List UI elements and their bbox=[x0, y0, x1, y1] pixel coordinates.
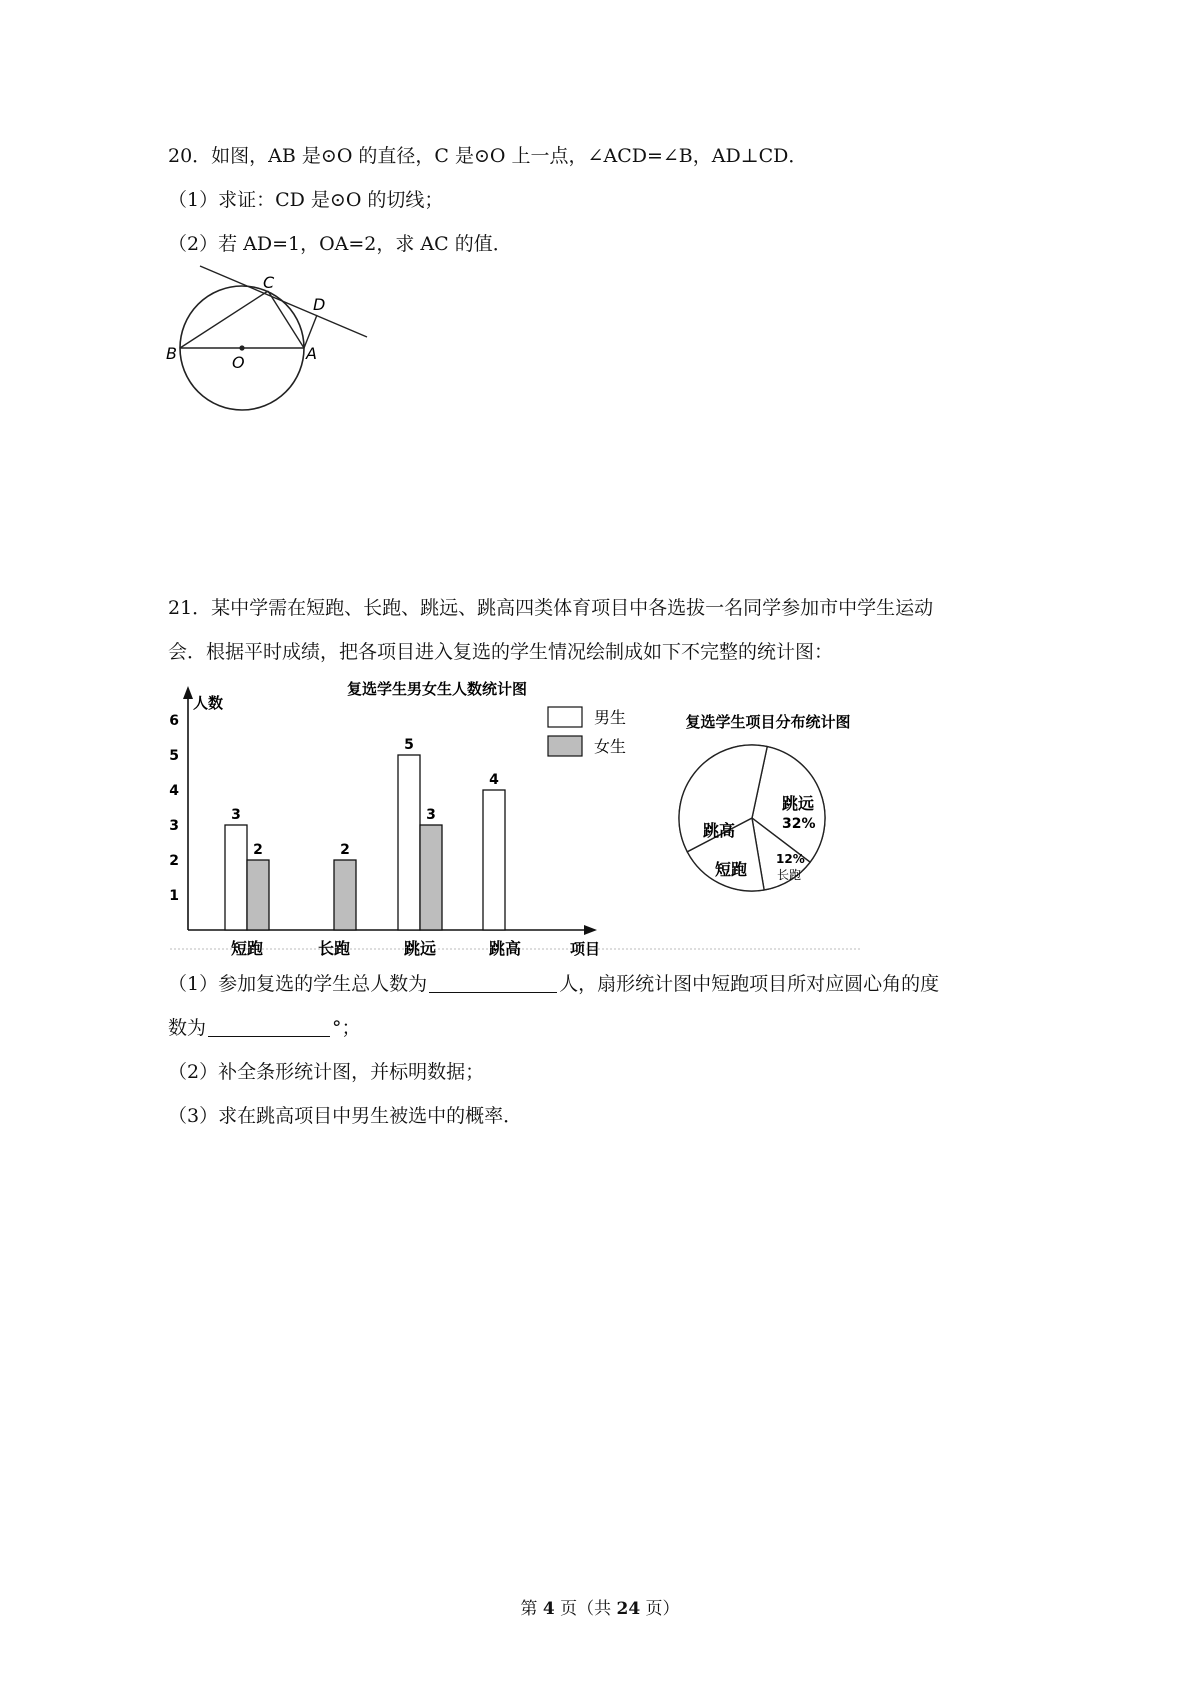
center-dot bbox=[239, 345, 244, 350]
footer-middle: 页（共 bbox=[554, 1599, 617, 1619]
pie-chart-title: 复选学生项目分布统计图 bbox=[685, 713, 851, 731]
bar-女生-长跑 bbox=[334, 860, 356, 930]
q21-part1-line2 bbox=[168, 1015, 361, 1041]
bar-女生-短跑 bbox=[247, 860, 269, 930]
bar-label-男生-短跑: 3 bbox=[231, 807, 241, 823]
x-tick-跳高: 跳高 bbox=[488, 939, 522, 958]
pie-label-长跑: 长跑 bbox=[777, 868, 802, 882]
bar-label-女生-跳远: 3 bbox=[426, 807, 436, 823]
q21-stem-line1: 21．某中学需在短跑、长跑、跳远、跳高四类体育项目中各选拔一名同学参加市中学生运动 bbox=[168, 597, 934, 619]
q21-part1-text-b: 人，扇形统计图中短跑项目所对应圆心角的度 bbox=[559, 973, 940, 995]
q20-part1: （1）求证：CD 是⊙O 的切线； bbox=[168, 189, 444, 211]
bar-label-女生-短跑: 2 bbox=[253, 842, 263, 858]
q21-part1-line1 bbox=[168, 971, 939, 997]
legend-female-label: 女生 bbox=[594, 737, 627, 756]
geometry-figure bbox=[160, 262, 380, 422]
page-footer bbox=[0, 1594, 1200, 1619]
y-tick-3: 3 bbox=[169, 818, 179, 834]
label-o: O bbox=[232, 353, 245, 372]
segment-ac bbox=[268, 291, 304, 348]
x-tick-长跑: 长跑 bbox=[317, 939, 351, 958]
q21-part1-text-d: °； bbox=[332, 1017, 361, 1039]
footer-prefix: 第 bbox=[520, 1599, 543, 1619]
bar-女生-跳远 bbox=[420, 825, 442, 930]
footer-page-number: 4 bbox=[542, 1599, 555, 1619]
answer-blank-angle[interactable] bbox=[208, 1018, 330, 1037]
pie-chart bbox=[670, 705, 870, 905]
legend-male-swatch bbox=[548, 707, 582, 727]
q20-stem: 20．如图，AB 是⊙O 的直径，C 是⊙O 上一点，∠ACD=∠B，AD⊥CD． bbox=[168, 145, 808, 167]
bar-label-男生-跳远: 5 bbox=[404, 737, 414, 753]
footer-total-pages: 24 bbox=[616, 1599, 641, 1619]
x-tick-跳远: 跳远 bbox=[403, 939, 437, 958]
footer-suffix: 页） bbox=[640, 1599, 680, 1619]
label-c: C bbox=[263, 273, 275, 292]
answer-blank-total[interactable] bbox=[429, 974, 557, 993]
y-tick-1: 1 bbox=[169, 888, 179, 904]
label-a: A bbox=[306, 344, 317, 363]
pie-value-长跑: 12% bbox=[776, 852, 805, 866]
legend-male-label: 男生 bbox=[594, 708, 627, 727]
segment-bc bbox=[180, 291, 268, 348]
x-tick-短跑: 短跑 bbox=[230, 939, 264, 958]
q21-part3: （3）求在跳高项目中男生被选中的概率． bbox=[168, 1105, 523, 1127]
q21-part1-text-c: 数为 bbox=[168, 1017, 207, 1039]
pie-label-跳高: 跳高 bbox=[703, 821, 736, 840]
pie-value-跳远: 32% bbox=[782, 816, 816, 832]
q21-part1-text-a: （1）参加复选的学生总人数为 bbox=[168, 973, 428, 995]
y-axis-label: 人数 bbox=[193, 694, 224, 712]
y-axis-arrow bbox=[183, 686, 193, 699]
bar-label-男生-跳高: 4 bbox=[489, 772, 499, 788]
y-tick-5: 5 bbox=[169, 748, 179, 764]
tangent-line bbox=[200, 266, 367, 337]
q21-stem-line2: 会．根据平时成绩，把各项目进入复选的学生情况绘制成如下不完整的统计图： bbox=[168, 641, 834, 663]
q21-part2: （2）补全条形统计图，并标明数据； bbox=[168, 1061, 485, 1083]
bar-chart bbox=[165, 672, 645, 967]
bar-label-女生-长跑: 2 bbox=[340, 842, 350, 858]
bar-chart-title: 复选学生男女生人数统计图 bbox=[346, 680, 528, 698]
bar-男生-跳远 bbox=[398, 755, 420, 930]
y-tick-2: 2 bbox=[169, 853, 179, 869]
y-tick-4: 4 bbox=[169, 783, 179, 799]
label-b: B bbox=[166, 344, 177, 363]
legend-female-swatch bbox=[548, 736, 582, 756]
bar-男生-短跑 bbox=[225, 825, 247, 930]
x-axis-label: 项目 bbox=[570, 940, 601, 958]
pie-label-跳远: 跳远 bbox=[782, 794, 815, 813]
label-d: D bbox=[313, 295, 326, 314]
pie-label-短跑: 短跑 bbox=[715, 860, 748, 879]
bar-男生-跳高 bbox=[483, 790, 505, 930]
q20-part2: （2）若 AD=1，OA=2，求 AC 的值． bbox=[168, 233, 512, 255]
y-tick-6: 6 bbox=[169, 713, 179, 729]
x-axis-arrow bbox=[584, 925, 597, 935]
